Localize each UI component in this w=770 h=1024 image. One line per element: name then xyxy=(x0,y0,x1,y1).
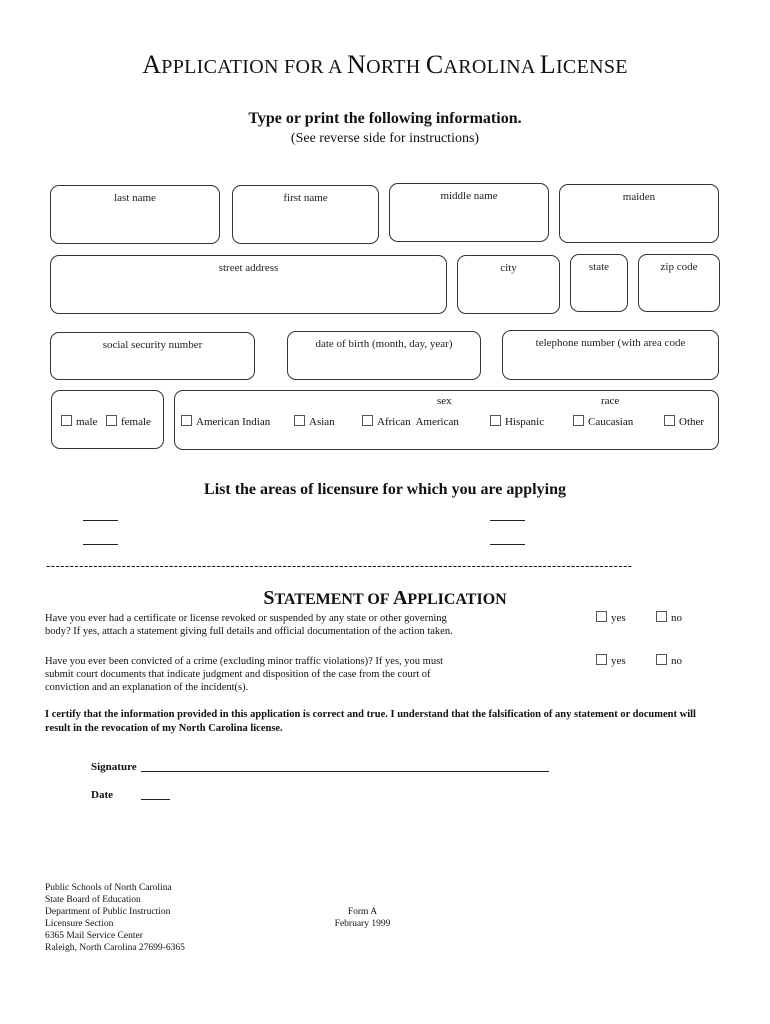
footer-line: Department of Public Instruction xyxy=(45,907,171,917)
race-option-american-indian[interactable] xyxy=(181,415,270,428)
hispanic-checkbox[interactable] xyxy=(490,415,501,426)
last-name-box[interactable] xyxy=(50,185,220,244)
ssn-input[interactable] xyxy=(57,357,248,375)
race-option-african-american[interactable] xyxy=(362,415,459,428)
middle-name-box[interactable] xyxy=(389,183,549,242)
title-initial: C xyxy=(425,50,444,79)
race-option-other[interactable] xyxy=(664,415,704,428)
section-divider: ---------------------------------------------------------------------------------------------------------------------------- xyxy=(46,558,633,573)
licensure-blank-2[interactable] xyxy=(490,520,525,521)
zip-code-box[interactable] xyxy=(638,254,720,312)
q2-no-checkbox[interactable] xyxy=(656,654,667,665)
q2-yes-checkbox[interactable] xyxy=(596,654,607,665)
american-indian-checkbox[interactable] xyxy=(181,415,192,426)
race-option-asian[interactable] xyxy=(294,415,335,428)
other-label: Other xyxy=(679,416,705,428)
signature-line[interactable] xyxy=(141,771,549,772)
race-option-caucasian[interactable] xyxy=(573,415,633,428)
sex-label: sex xyxy=(437,395,452,407)
q2-yes-option[interactable] xyxy=(596,654,626,667)
state-input[interactable] xyxy=(577,287,621,305)
statement-heading xyxy=(0,587,770,610)
telephone-label: telephone number (with area code xyxy=(535,337,686,349)
question-line: submit court documents that indicate judgment and disposition of the case from the court of xyxy=(45,669,431,680)
middle-name-label: middle name xyxy=(440,190,498,202)
title-initial: A xyxy=(142,50,162,79)
caucasian-checkbox[interactable] xyxy=(573,415,584,426)
race-label: race xyxy=(601,395,620,407)
title-part: ORTH xyxy=(366,56,426,78)
sex-option-male[interactable] xyxy=(61,415,97,428)
american-indian-label: American Indian xyxy=(196,416,271,428)
statement-initial: A xyxy=(392,587,408,609)
form-date: February 1999 xyxy=(334,919,391,929)
licensure-heading: List the areas of licensure for which you are applying xyxy=(204,481,566,498)
licensure-blank-4[interactable] xyxy=(490,544,525,545)
signature-label: Signature xyxy=(91,761,137,773)
page-title xyxy=(0,50,770,80)
last-name-input[interactable] xyxy=(57,219,213,237)
race-option-hispanic[interactable] xyxy=(490,415,544,428)
telephone-box[interactable] xyxy=(502,330,719,380)
question-line: conviction and an explanation of the incident(s). xyxy=(45,682,249,693)
middle-name-input[interactable] xyxy=(396,217,542,235)
zip-code-label: zip code xyxy=(660,261,698,273)
ssn-label: social security number xyxy=(102,339,203,351)
footer-line: Licensure Section xyxy=(45,919,114,929)
maiden-name-label: maiden xyxy=(622,191,656,203)
female-checkbox[interactable] xyxy=(106,415,117,426)
licensure-blank-3[interactable] xyxy=(83,544,118,545)
footer-address xyxy=(45,882,185,954)
statement-initial: S xyxy=(263,587,275,609)
male-label: male xyxy=(76,416,98,428)
question-revocation xyxy=(45,612,565,638)
no-label: no xyxy=(671,612,682,624)
state-box[interactable] xyxy=(570,254,628,312)
city-label: city xyxy=(500,262,517,274)
title-part: PPLICATION FOR A xyxy=(161,56,347,78)
no-label: no xyxy=(671,655,682,667)
licensure-blank-1[interactable] xyxy=(83,520,118,521)
instructions-heading: Type or print the following information. xyxy=(248,110,522,127)
title-initial: L xyxy=(539,50,556,79)
footer-line: 6365 Mail Service Center xyxy=(45,931,143,941)
first-name-label: first name xyxy=(283,192,328,204)
street-address-label: street address xyxy=(218,262,279,274)
instructions-note: (See reverse side for instructions) xyxy=(290,131,480,146)
yes-label: yes xyxy=(611,655,626,667)
last-name-label: last name xyxy=(114,192,156,204)
title-part: AROLINA xyxy=(443,56,540,78)
hispanic-label: Hispanic xyxy=(505,416,545,428)
footer-line: State Board of Education xyxy=(45,895,141,905)
maiden-name-box[interactable] xyxy=(559,184,719,243)
footer-line: Raleigh, North Carolina 27699-6365 xyxy=(45,943,185,953)
first-name-box[interactable] xyxy=(232,185,379,244)
african-american-label: African American xyxy=(377,416,459,428)
statement-title-part: PPLICATION xyxy=(407,591,507,608)
q1-yes-option[interactable] xyxy=(596,611,626,624)
maiden-name-input[interactable] xyxy=(566,218,712,236)
male-checkbox[interactable] xyxy=(61,415,72,426)
date-label: Date xyxy=(91,789,113,801)
statement-title-part: TATEMENT OF xyxy=(274,591,393,608)
q2-no-option[interactable] xyxy=(656,654,682,667)
caucasian-label: Caucasian xyxy=(588,416,634,428)
first-name-input[interactable] xyxy=(239,219,372,237)
q1-no-checkbox[interactable] xyxy=(656,611,667,622)
state-label: state xyxy=(588,261,610,273)
telephone-input[interactable] xyxy=(509,357,712,375)
form-name: Form A xyxy=(347,907,378,917)
question-line: Have you ever been convicted of a crime (excluding minor traffic violations)? If yes, you must xyxy=(45,656,444,667)
african-american-checkbox[interactable] xyxy=(362,415,373,426)
q1-no-option[interactable] xyxy=(656,611,682,624)
question-conviction xyxy=(45,655,565,694)
city-box[interactable] xyxy=(457,255,560,314)
date-line[interactable] xyxy=(141,799,170,800)
question-line: body? If yes, attach a statement giving full details and official documentation of the action taken. xyxy=(45,626,453,637)
city-input[interactable] xyxy=(464,289,553,307)
q1-yes-checkbox[interactable] xyxy=(596,611,607,622)
form-identifier xyxy=(300,906,425,930)
dob-input[interactable] xyxy=(294,357,474,375)
sex-option-female[interactable] xyxy=(106,415,151,428)
title-initial: N xyxy=(347,50,367,79)
street-address-box[interactable] xyxy=(50,255,447,314)
yes-label: yes xyxy=(611,612,626,624)
other-checkbox[interactable] xyxy=(664,415,675,426)
zip-code-input[interactable] xyxy=(645,287,713,305)
title-part: ICENSE xyxy=(555,56,628,78)
certification-statement: I certify that the information provided in this application is correct and true. I understand that the falsification of any statement or document will result in the revocation of my North Carolina license. xyxy=(45,709,696,734)
footer-line: Public Schools of North Carolina xyxy=(45,883,172,893)
female-label: female xyxy=(121,416,151,428)
dob-box[interactable] xyxy=(287,331,481,380)
asian-checkbox[interactable] xyxy=(294,415,305,426)
question-line: Have you ever had a certificate or license revoked or suspended by any state or other governing xyxy=(45,613,447,624)
asian-label: Asian xyxy=(309,416,335,428)
street-address-input[interactable] xyxy=(57,289,440,307)
dob-label: date of birth (month, day, year) xyxy=(315,338,453,350)
ssn-box[interactable] xyxy=(50,332,255,380)
